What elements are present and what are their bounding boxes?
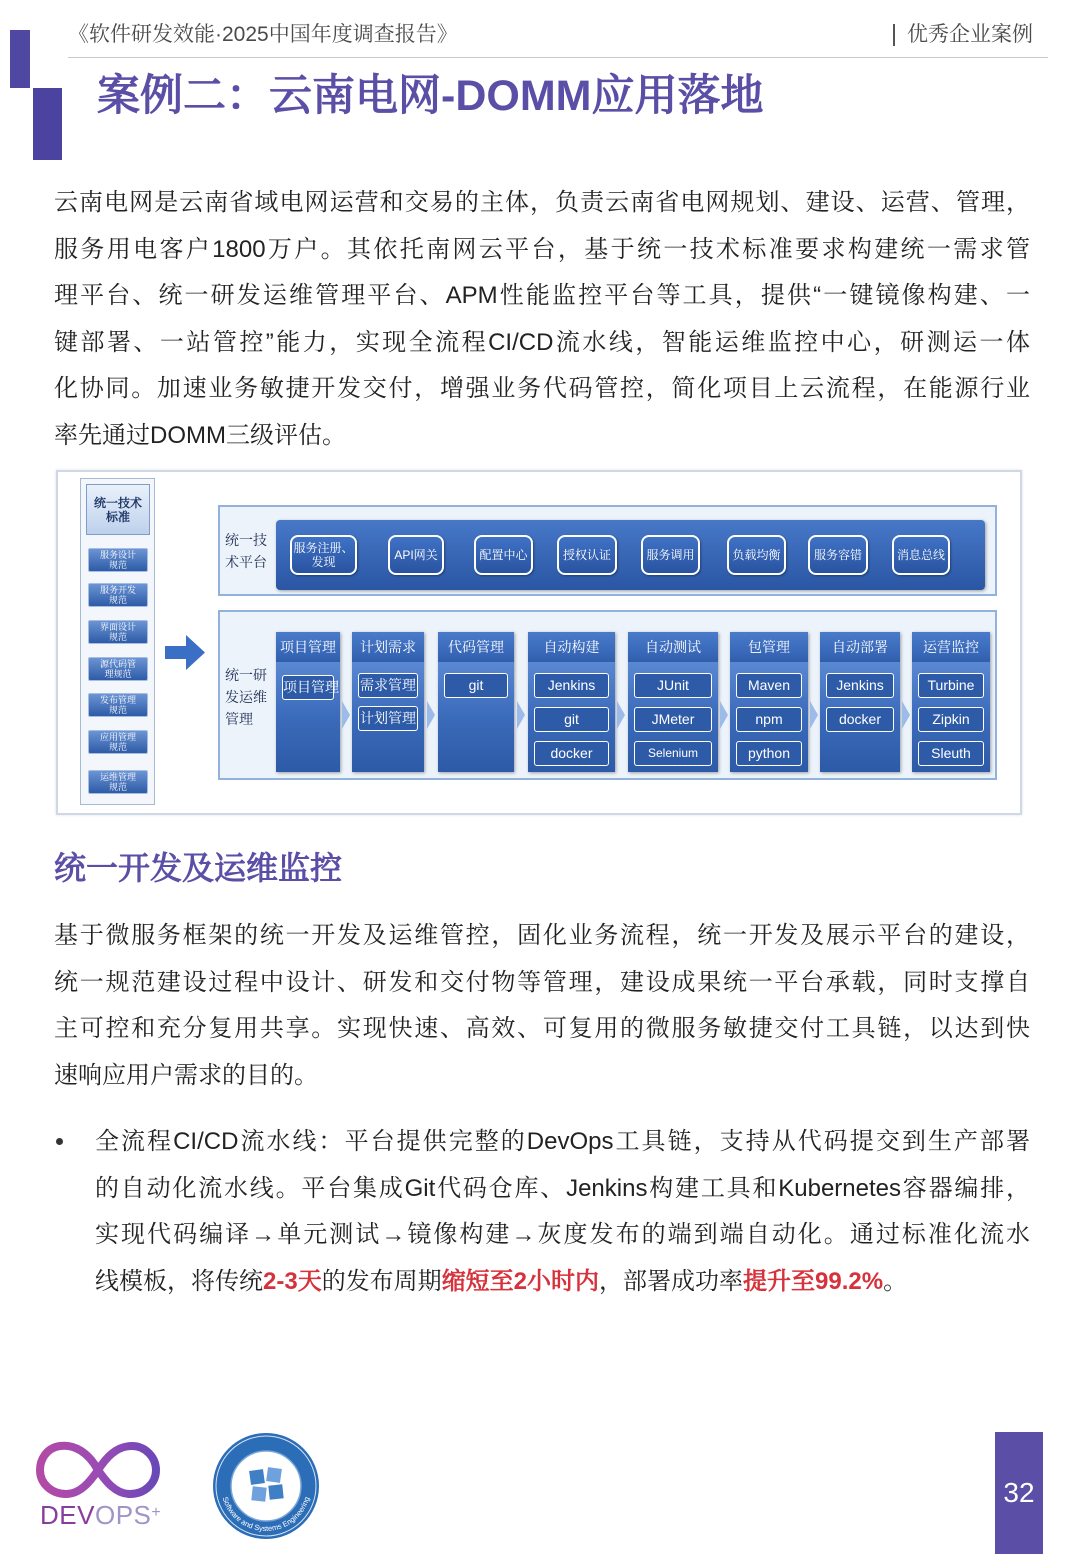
- pipeline-stage: [276, 632, 340, 772]
- stage-tool: JUnit: [634, 673, 712, 698]
- bullet-line: 实现代码编译→单元测试→镜像构建→灰度发布的端到端自动化。通过标准化流水: [95, 1221, 1030, 1249]
- bullet-text-segment: 。: [883, 1267, 908, 1295]
- platform-item-label: 服务容错: [813, 548, 862, 562]
- decor-bar-bottom: [33, 88, 62, 160]
- standard-item-label: 应用管理规范: [99, 732, 136, 752]
- platform-item: [474, 535, 533, 575]
- devops-logo-text: [40, 1500, 161, 1530]
- chevron-right-icon: [617, 697, 625, 733]
- chevron-right-icon: [517, 697, 525, 733]
- stage-header: 自动部署: [820, 632, 900, 662]
- standard-item: [88, 693, 148, 717]
- stage-tool: Selenium: [634, 741, 712, 766]
- stage-header: 运营监控: [912, 632, 990, 662]
- pipeline-stage: [528, 632, 615, 772]
- pipeline-stage: [352, 632, 424, 772]
- stage-header: 代码管理: [438, 632, 514, 662]
- stage-tool: Jenkins: [826, 673, 894, 698]
- bullet-line: 全流程CI/CD流水线：平台提供完整的DevOps工具链，支持从代码提交到生产部署: [95, 1128, 1030, 1155]
- platform-item: [388, 535, 444, 575]
- stage-header: 自动构建: [528, 632, 615, 662]
- logo-plus: +: [151, 1504, 162, 1521]
- platform-item-label: 消息总线: [896, 548, 945, 562]
- standard-item-label: 发布管理规范: [99, 695, 136, 715]
- stage-tool: Maven: [736, 673, 802, 698]
- platform-item-label: 服务注册、发现: [293, 541, 354, 569]
- stage-tool: docker: [534, 741, 609, 766]
- pipeline-stage: [628, 632, 718, 772]
- standard-item-label: 服务开发规范: [99, 585, 136, 605]
- intro-line: 化协同。加速业务敏捷开发交付，增强业务代码管控，简化项目上云流程，在能源行业: [54, 375, 1030, 403]
- seal-text: Software and Systems Engineering: [220, 1495, 312, 1534]
- stage-tool: git: [444, 673, 508, 698]
- platform-item-label: 服务调用: [646, 548, 695, 562]
- chevron-right-icon: [902, 697, 910, 733]
- tech-platform-label: 统一技术平台: [225, 532, 267, 570]
- standard-item: [88, 583, 148, 607]
- bullet-marker: [56, 1138, 63, 1145]
- body-line: 主可控和充分复用共享。实现快速、高效、可复用的微服务敏捷交付工具链，以达到快: [54, 1015, 1030, 1043]
- pipeline-stage: [912, 632, 990, 772]
- devops-label: 统一研发运维管理: [225, 667, 267, 727]
- stage-header: 包管理: [730, 632, 808, 662]
- stage-tool: Jenkins: [534, 673, 609, 698]
- standard-item: [88, 620, 148, 644]
- standard-item-label: 界面设计规范: [99, 622, 136, 642]
- pipeline-stage: [438, 632, 514, 772]
- bullet-item: [95, 1119, 1030, 1305]
- stage-tool: Sleuth: [918, 741, 984, 766]
- standard-item-label: 运维管理规范: [99, 772, 136, 792]
- section-tag-label: 优秀企业案例: [907, 23, 1033, 46]
- chevron-right-icon: [720, 697, 728, 733]
- stage-tool: git: [534, 707, 609, 732]
- intro-line: 率先通过DOMM三级评估。: [54, 421, 346, 449]
- section-tag: [893, 21, 1033, 49]
- platform-item: [641, 535, 700, 575]
- stage-tool: npm: [736, 707, 802, 732]
- stage-header: 计划需求: [352, 632, 424, 662]
- standard-item: [88, 548, 148, 572]
- chevron-right-icon: [810, 697, 818, 733]
- page-number-box: [995, 1432, 1043, 1554]
- platform-item-label: 配置中心: [479, 548, 528, 562]
- report-title: 《软件研发效能·2025中国年度调查报告》: [68, 23, 458, 46]
- platform-item: [727, 535, 786, 575]
- body-line: 速响应用户需求的目的。: [54, 1061, 318, 1089]
- stage-tool: Turbine: [918, 673, 984, 698]
- devops-panel: [218, 610, 997, 780]
- standard-item: [88, 770, 148, 794]
- chevron-right-icon: [427, 697, 435, 733]
- section-heading: 统一开发及运维监控: [54, 850, 343, 886]
- intro-line: 理平台、统一研发运维管理平台、APM性能监控平台等工具，提供“一键镜像构建、一: [54, 282, 1030, 310]
- stage-header: 自动测试: [628, 632, 718, 662]
- bullet-text-segment: 线模板，将传统: [95, 1267, 263, 1295]
- chevron-right-icon: [342, 697, 350, 733]
- standards-title-box: [86, 484, 150, 535]
- intro-line: 服务用电客户1800万户。其依托南网云平台，基于统一技术标准要求构建统一需求管: [54, 235, 1030, 263]
- page-number: 32: [1003, 1477, 1035, 1508]
- stage-tool: python: [736, 741, 802, 766]
- stage-tool: 需求管理: [358, 673, 418, 698]
- pipeline-stage: [730, 632, 808, 772]
- stage-tool: 项目管理: [282, 675, 334, 700]
- platform-item: [892, 535, 950, 575]
- devops-logo-icon: [36, 1438, 160, 1502]
- logo-dev: DEV: [40, 1500, 95, 1530]
- standards-column: [80, 478, 155, 805]
- platform-item: [808, 535, 868, 575]
- highlight-old-cycle: 2-3天: [263, 1267, 322, 1295]
- platform-item: [290, 535, 357, 575]
- header-rule: [68, 57, 1048, 58]
- bullet-line: 的自动化流水线。平台集成Git代码仓库、Jenkins构建工具和Kubernetes容器编排，: [95, 1174, 1030, 1202]
- standard-item-label: 源代码管理规范: [99, 659, 136, 679]
- architecture-diagram: [56, 470, 1022, 815]
- logo-ops: OPS: [94, 1500, 152, 1530]
- pipeline-stage: [820, 632, 900, 772]
- tech-platform-panel: [218, 505, 997, 596]
- platform-item: [557, 535, 617, 575]
- bullet-line: [95, 1259, 1030, 1306]
- header-divider: [893, 24, 895, 46]
- intro-line: 云南电网是云南省域电网运营和交易的主体，负责云南省电网规划、建设、运营、管理，: [54, 189, 1030, 216]
- intro-paragraph: [54, 180, 1030, 460]
- highlight-new-cycle: 缩短至2小时内: [441, 1267, 600, 1295]
- bullet-text-segment: 的发布周期: [321, 1267, 442, 1295]
- body-line: 统一规范建设过程中设计、研发和交付物等管理，建设成果统一平台承载，同时支撑自: [54, 968, 1030, 996]
- stage-tool: docker: [826, 707, 894, 732]
- sse-seal-icon: [212, 1432, 320, 1540]
- standard-item: [88, 730, 148, 754]
- tech-platform-bar: [276, 520, 985, 590]
- highlight-success-rate: 提升至99.2%: [743, 1267, 884, 1295]
- platform-item-label: 授权认证: [562, 548, 611, 562]
- flow-arrow-icon: [165, 635, 205, 670]
- platform-item-label: API网关: [394, 548, 438, 562]
- stage-header: 项目管理: [276, 632, 340, 662]
- standard-item-label: 服务设计规范: [99, 550, 136, 570]
- stage-tool: Zipkin: [918, 707, 984, 732]
- body-line: 基于微服务框架的统一开发及运维管控，固化业务流程，统一开发及展示平台的建设，: [54, 922, 1030, 949]
- stage-tool: 计划管理: [358, 706, 418, 731]
- stage-tool: JMeter: [634, 707, 712, 732]
- platform-item-label: 负载均衡: [732, 548, 781, 562]
- standards-title: 统一技术标准: [93, 495, 142, 524]
- intro-line: 键部署、一站管控”能力，实现全流程CI/CD流水线，智能运维监控中心，研测运一体: [54, 328, 1030, 356]
- decor-bar-top: [10, 30, 30, 88]
- bullet-text-segment: ，部署成功率: [599, 1267, 744, 1295]
- page-title: 案例二：云南电网-DOMM应用落地: [97, 72, 764, 120]
- body-paragraph: [54, 913, 1030, 1099]
- standard-item: [88, 657, 148, 681]
